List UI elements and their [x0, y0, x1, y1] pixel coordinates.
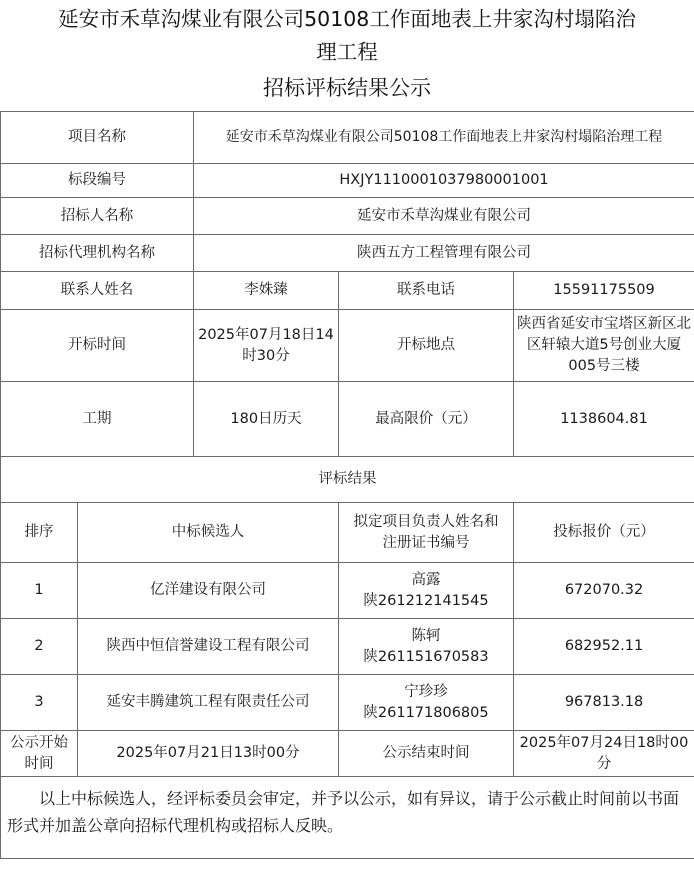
agency-row — [1, 235, 694, 272]
result-section-title: 评标结果 — [1, 457, 694, 503]
section-no-value: HXJY1110001037980001001 — [194, 164, 694, 198]
publicity-row — [1, 731, 694, 777]
manager-cert: 陕261212141545 — [341, 591, 511, 612]
contact-row — [1, 272, 694, 310]
rank-cell: 1 — [1, 563, 78, 619]
tenderer-row — [1, 198, 694, 235]
rank-cell: 3 — [1, 675, 78, 731]
company-cell: 延安丰腾建筑工程有限责任公司 — [78, 675, 339, 731]
rank-cell: 2 — [1, 619, 78, 675]
price-cell: 682952.11 — [514, 619, 694, 675]
open-time-value: 2025年07月18日14时30分 — [194, 310, 339, 382]
open-place-value: 陕西省延安市宝塔区新区北区轩辕大道5号创业大厦005号三楼 — [514, 310, 694, 382]
title-line-2: 理工程 — [0, 36, 694, 69]
header-manager: 拟定项目负责人姓名和注册证书编号 — [339, 503, 514, 563]
publicity-end-label: 公示结束时间 — [339, 731, 514, 777]
page-title — [0, 3, 694, 69]
notice-paragraph: 以上中标候选人，经评标委员会审定，并予以公示，如有异议，请于公示截止时间前以书面形式并加盖公章向招标代理机构或招标人反映。 — [7, 789, 679, 835]
manager-cell — [339, 619, 514, 675]
open-place-label: 开标地点 — [339, 310, 514, 382]
price-cell: 672070.32 — [514, 563, 694, 619]
agency-label: 招标代理机构名称 — [1, 235, 194, 272]
publicity-end-value: 2025年07月24日18时00分 — [514, 731, 694, 777]
manager-cell — [339, 563, 514, 619]
period-value: 180日历天 — [194, 382, 339, 457]
tenderer-value: 延安市禾草沟煤业有限公司 — [194, 198, 694, 235]
header-price: 投标报价（元） — [514, 503, 694, 563]
agency-value: 陕西五方工程管理有限公司 — [194, 235, 694, 272]
max-price-label: 最高限价（元） — [339, 382, 514, 457]
manager-name: 宁珍珍 — [341, 682, 511, 703]
contact-label: 联系人姓名 — [1, 272, 194, 310]
company-cell: 亿洋建设有限公司 — [78, 563, 339, 619]
result-table — [0, 111, 694, 859]
section-no-label: 标段编号 — [1, 164, 194, 198]
phone-value: 15591175509 — [514, 272, 694, 310]
contact-value: 李姝臻 — [194, 272, 339, 310]
open-time-label: 开标时间 — [1, 310, 194, 382]
table-row — [1, 619, 694, 675]
header-rank: 排序 — [1, 503, 78, 563]
table-row — [1, 675, 694, 731]
table-row — [1, 563, 694, 619]
page-subtitle: 招标评标结果公示 — [0, 74, 694, 102]
manager-cert: 陕261151670583 — [341, 647, 511, 668]
announcement-page — [0, 3, 694, 873]
period-row — [1, 382, 694, 457]
company-cell: 陕西中恒信誉建设工程有限公司 — [78, 619, 339, 675]
manager-cert: 陕261171806805 — [341, 703, 511, 724]
section-no-row — [1, 164, 694, 198]
period-label: 工期 — [1, 382, 194, 457]
open-row — [1, 310, 694, 382]
publicity-start-label: 公示开始时间 — [1, 731, 78, 777]
price-cell: 967813.18 — [514, 675, 694, 731]
project-name-row — [1, 112, 694, 164]
result-section-row — [1, 457, 694, 503]
max-price-value: 1138604.81 — [514, 382, 694, 457]
manager-cell — [339, 675, 514, 731]
manager-name: 高露 — [341, 570, 511, 591]
result-header-row — [1, 503, 694, 563]
manager-name: 陈轲 — [341, 626, 511, 647]
phone-label: 联系电话 — [339, 272, 514, 310]
header-candidate: 中标候选人 — [78, 503, 339, 563]
notice-text — [1, 777, 694, 859]
title-line-1: 延安市禾草沟煤业有限公司50108工作面地表上井家沟村塌陷治 — [0, 3, 694, 36]
tenderer-label: 招标人名称 — [1, 198, 194, 235]
publicity-start-value: 2025年07月21日13时00分 — [78, 731, 339, 777]
project-name-label: 项目名称 — [1, 112, 194, 164]
project-name-value: 延安市禾草沟煤业有限公司50108工作面地表上井家沟村塌陷治理工程 — [194, 112, 694, 164]
notice-row — [1, 777, 694, 859]
